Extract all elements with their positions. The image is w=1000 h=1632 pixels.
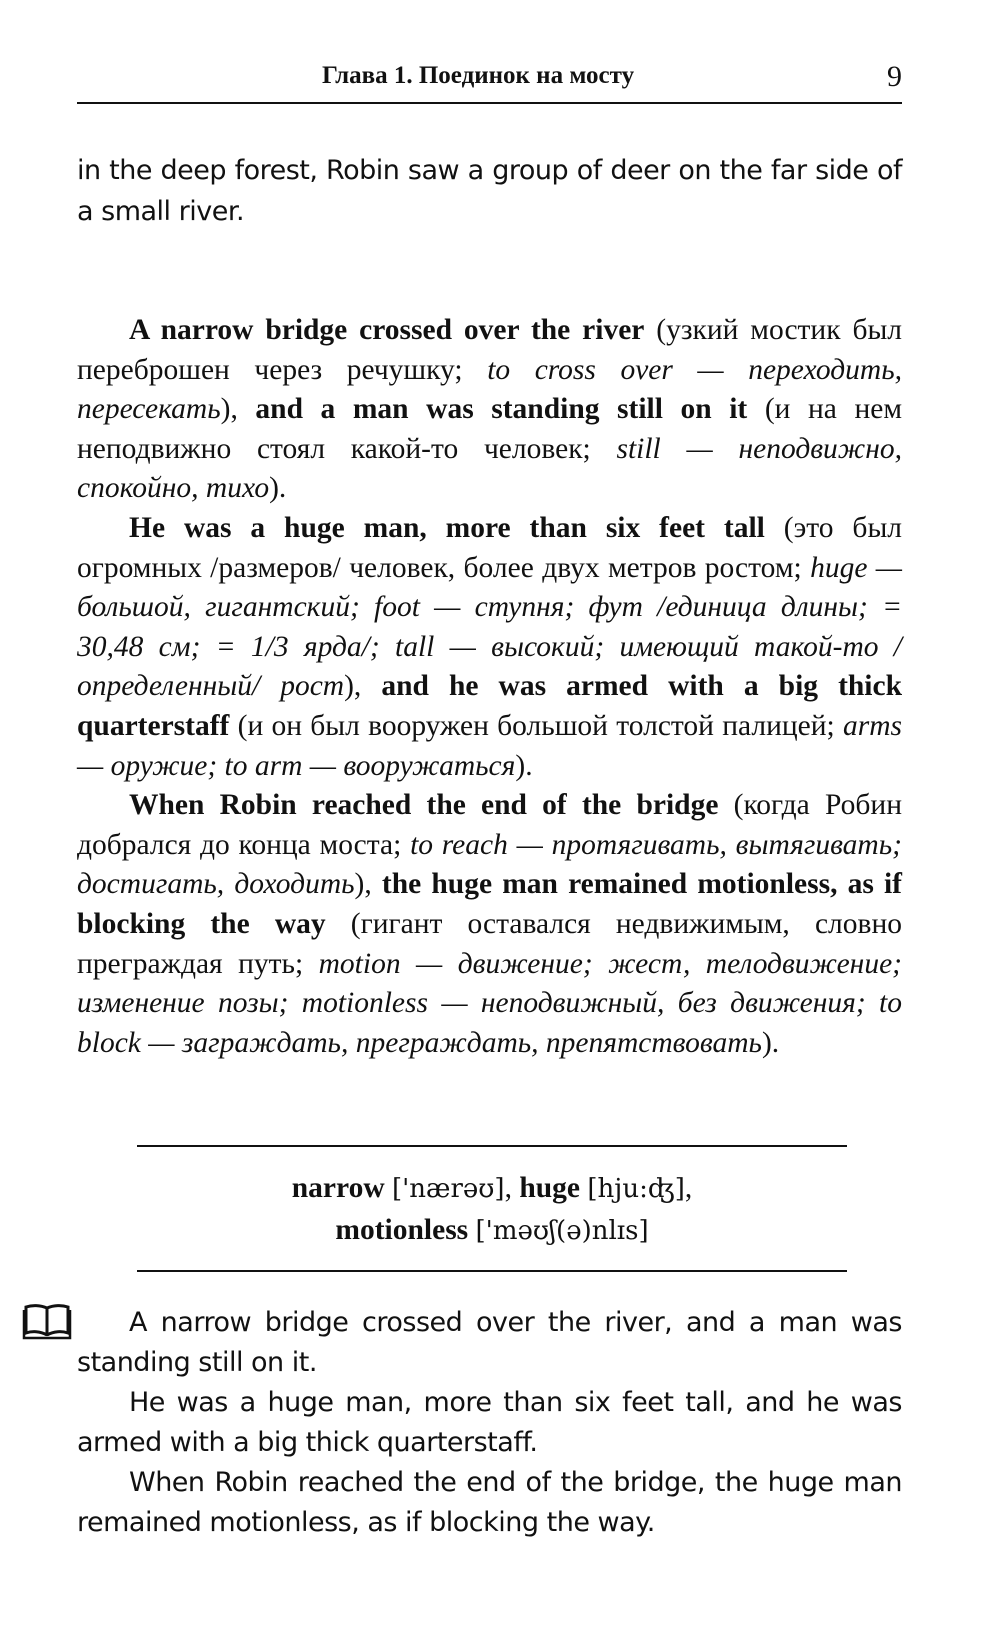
glossed-text bbox=[77, 311, 902, 1063]
divider bbox=[137, 1145, 847, 1147]
divider bbox=[137, 1270, 847, 1272]
glossed-paragraph: A narrow bridge crossed over the river (узкий мостик был переброшен через речушку; to cross over — переходить, пересекать), and a man was standing still on it (и на нем неподвижно стоял какой-то человек; still — неподвижно, спокойно, тихо). bbox=[77, 314, 903, 505]
open-book-icon bbox=[22, 1302, 72, 1340]
reading-paragraph: When Robin reached the end of the bridge, the huge man remained motionless, as if blocking the way. bbox=[77, 1467, 902, 1538]
running-header bbox=[77, 58, 902, 104]
chapter-title: Глава 1. Поединок на мосту bbox=[322, 62, 635, 89]
reading-paragraph: A narrow bridge crossed over the river, and a man was standing still on it. bbox=[77, 1307, 902, 1378]
page-number: 9 bbox=[887, 60, 902, 93]
pron-word: huge bbox=[519, 1172, 580, 1204]
reading-paragraph: He was a huge man, more than six feet tall, and he was armed with a big thick quarterstaff. bbox=[77, 1387, 902, 1458]
pron-transcription: [hju:ʤ] bbox=[587, 1174, 685, 1204]
intro-paragraph: in the deep forest, Robin saw a group of deer on the far side of a small river. bbox=[77, 155, 902, 227]
pron-transcription: ['nærəʊ] bbox=[392, 1174, 505, 1204]
pronunciation-box: narrow ['nærəʊ], huge [hju:ʤ], motionless ['məʊʃ(ə)nlɪs] bbox=[291, 1172, 693, 1246]
reading-text bbox=[77, 1303, 902, 1543]
pron-transcription: ['məʊʃ(ə)nlɪs] bbox=[475, 1216, 649, 1246]
glossed-paragraph: When Robin reached the end of the bridge (когда Робин добрался до конца моста; to reach — протягивать, вытягивать; достигать, доходить), the huge man remained motionless, as if blocking the way (гигант оставался недвижимым, словно преграждая путь; motion — движение; жест, телодвижение; изменение позы; motionless — неподвижный, без движения; to block — заграждать, преграждать, препятствовать). bbox=[77, 789, 902, 1059]
pron-word: motionless bbox=[335, 1214, 469, 1246]
glossed-paragraph: He was a huge man, more than six feet tall (это был огромных /размеров/ человек, более двух метров ростом; huge — большой, гигантский; foot — ступня; фут /единица длины; = 30,48 см; = 1/3 ярда/; tall — высокий; имеющий такой-то /определенный/ рост), and he was armed with a big thick quarterstaff (и он был вооружен большой толстой палицей; arms — оружие; to arm — вооружаться). bbox=[77, 511, 903, 782]
pron-word: narrow bbox=[291, 1172, 385, 1204]
